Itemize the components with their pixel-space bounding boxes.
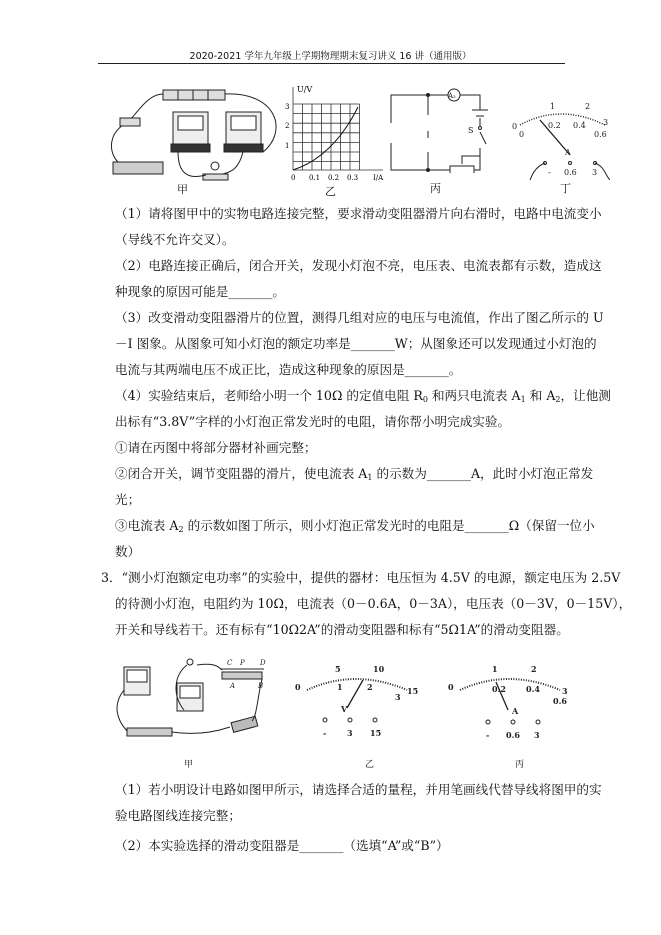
dial-bottom-tick: 0.6 xyxy=(594,130,607,139)
figure-voltmeter-dial xyxy=(295,660,420,745)
x-tick: 0.3 xyxy=(347,174,359,182)
rheostat-label-d: D xyxy=(260,659,266,667)
v-top-tick: 15 xyxy=(407,686,419,696)
rheostat-label-a: A xyxy=(230,682,236,690)
dial-zero: 0 xyxy=(512,122,518,131)
v-terminal: 15 xyxy=(370,728,382,738)
text-segment: （1）请将图甲中的实物电路连接完整，要求滑动变阻器滑片向右滑时，电路中电流变小 xyxy=(115,206,602,221)
x-tick: 0 xyxy=(291,174,296,182)
v-top-tick: 5 xyxy=(335,664,341,674)
text-segment: 光； xyxy=(115,492,141,507)
text-segment: （1）若小明设计电路如图甲所示，请选择合适的量程，并用笔画线代替导线将图甲的实 xyxy=(115,782,602,797)
subscript: 1 xyxy=(520,395,526,404)
text-segment: ②闭合开关，调节变阻器的滑片，使电流表 A xyxy=(115,466,368,481)
text-segment: 验电路图线连接完整； xyxy=(115,808,241,823)
text-segment: 的待测小灯泡，电阻约为 10Ω，电流表（0－0.6A，0－3A），电压表（0－3V，0－15V）， xyxy=(115,596,632,611)
text-segment: ①请在丙图中将部分器材补画完整； xyxy=(115,440,317,455)
text-segment: （2）电路连接正确后，闭合开关，发现小灯泡不亮，电压表、电流表都有示数，造成这 xyxy=(115,258,602,273)
text-line xyxy=(115,622,569,638)
text-segment: 的示数如图丁所示，则小灯泡正常发光时的电阻是_______Ω（保留一位小 xyxy=(183,518,595,533)
y-axis-label: U/V xyxy=(297,85,313,94)
text-line xyxy=(115,414,510,430)
y-tick: 2 xyxy=(285,122,290,130)
a-terminal: 0.6 xyxy=(506,730,520,740)
text-segment: （2）本实验选择的滑动变阻器是_______（选填“A”或“B”） xyxy=(115,838,449,853)
caption-ding: 丁 xyxy=(560,182,571,195)
dial-unit: A xyxy=(565,148,571,157)
dial-top-tick: 3 xyxy=(603,118,609,127)
v-zero: 0 xyxy=(295,682,301,692)
switch-label: S xyxy=(468,126,474,135)
text-line xyxy=(115,336,597,352)
text-line xyxy=(115,310,604,326)
text-segment: （4）实验结束后，老师给小明一个 10Ω 的定值电阻 R xyxy=(115,388,423,403)
rheostat-label-b: B xyxy=(258,682,264,690)
figure-ammeter-dial xyxy=(448,660,573,745)
header-divider xyxy=(98,63,565,64)
text-line xyxy=(115,596,631,612)
v-terminal: 3 xyxy=(347,728,353,738)
a-bottom-tick: 0.4 xyxy=(526,684,540,694)
figure-physical-circuit xyxy=(108,82,288,192)
v-unit: V xyxy=(341,704,348,714)
text-line xyxy=(115,838,449,854)
text-segment: ，让他测 xyxy=(560,388,611,403)
text-line xyxy=(115,258,602,274)
page-header: 2020-2021 学年九年级上学期物理期末复习讲义 16 讲（通用版） xyxy=(189,51,472,62)
v-terminal: - xyxy=(323,728,327,738)
v-bottom-tick: 1 xyxy=(337,682,343,692)
subscript: 2 xyxy=(555,395,561,404)
text-segment: 和两只电流表 A xyxy=(427,388,521,403)
terminal-label: - xyxy=(548,168,551,177)
text-segment: 3．“测小灯泡额定电功率”的实验中，提供的器材：电压恒为 4.5V 的电源，额定电压为 2.5V xyxy=(101,570,621,585)
y-tick: 1 xyxy=(285,142,290,150)
ammeter-a2-label: A₂ xyxy=(448,92,456,100)
subscript: 0 xyxy=(422,395,428,404)
dial-bottom-tick: 0.2 xyxy=(548,121,561,130)
dial-bottom-zero: 0 xyxy=(519,130,525,139)
a-unit: A xyxy=(512,706,519,716)
text-line xyxy=(115,388,611,408)
terminal-label: 0.6 xyxy=(564,168,577,177)
caption-jia-2: 甲 xyxy=(184,760,194,770)
text-line xyxy=(115,440,317,456)
text-line xyxy=(115,518,595,538)
subscript: 1 xyxy=(367,473,373,482)
x-tick: 0.1 xyxy=(309,174,321,182)
text-line xyxy=(115,544,140,560)
text-segment: （3）改变滑动变阻器滑片的位置，测得几组对应的电压与电流值，作出了图乙所示的 U xyxy=(115,310,604,325)
text-line xyxy=(115,284,285,300)
a-terminal: - xyxy=(486,730,490,740)
text-segment: 和 A xyxy=(525,388,556,403)
subscript: 2 xyxy=(178,525,184,534)
a-top-tick: 2 xyxy=(531,664,537,674)
text-segment: 开关和导线若干。还有标有“10Ω2A”的滑动变阻器和标有“5Ω1A”的滑动变阻器。 xyxy=(115,622,569,637)
a-top-tick: 1 xyxy=(492,664,498,674)
text-segment: 的示数为_______A，此时小灯泡正常发 xyxy=(372,466,594,481)
text-line xyxy=(115,492,140,508)
v-bottom-tick: 3 xyxy=(395,692,401,702)
figure-physical-circuit-2 xyxy=(112,655,272,745)
text-line xyxy=(115,362,461,378)
text-line xyxy=(101,570,620,586)
a-zero: 0 xyxy=(448,682,454,692)
x-axis-label: I/A xyxy=(373,174,384,182)
y-tick: 3 xyxy=(285,103,290,111)
caption-jia: 甲 xyxy=(177,183,188,196)
figure-ammeter-dial-ding xyxy=(510,95,610,180)
x-tick: 0.2 xyxy=(328,174,340,182)
figure-circuit-diagram xyxy=(388,88,500,173)
dial-bottom-tick: 0.4 xyxy=(573,121,586,130)
a-bottom-tick: 0.6 xyxy=(553,696,567,706)
caption-yi-2: 乙 xyxy=(365,760,375,770)
text-segment: ③电流表 A xyxy=(115,518,179,533)
terminal-label: 3 xyxy=(592,168,598,177)
a-top-tick: 3 xyxy=(562,686,568,696)
text-segment: 电流与其两端电压不成正比，造成这种现象的原因是_______。 xyxy=(115,362,462,377)
a-terminal: 3 xyxy=(534,730,540,740)
v-bottom-tick: 2 xyxy=(367,682,373,692)
rheostat-label-p: P xyxy=(240,659,245,667)
text-line xyxy=(115,808,241,824)
figure-ui-graph xyxy=(283,82,388,182)
caption-yi: 乙 xyxy=(325,185,336,198)
text-line xyxy=(115,782,602,798)
text-line xyxy=(115,206,602,222)
dial-top-tick: 2 xyxy=(585,102,591,111)
rheostat-label-c: C xyxy=(227,659,233,667)
caption-bing: 丙 xyxy=(430,182,441,195)
text-line xyxy=(115,232,235,248)
v-top-tick: 10 xyxy=(373,664,385,674)
caption-bing-2: 丙 xyxy=(515,760,525,770)
text-segment: －I 图象。从图象可知小灯泡的额定功率是_______W；从图象还可以发现通过小灯泡的 xyxy=(115,336,597,351)
text-segment: 数） xyxy=(115,544,141,559)
text-line xyxy=(115,466,593,486)
text-segment: 种现象的原因可能是_______。 xyxy=(115,284,286,299)
text-segment: （导线不允许交叉）。 xyxy=(115,232,235,247)
text-segment: 出标有“3.8V”字样的小灯泡正常发光时的电阻，请你帮小明完成实验。 xyxy=(115,414,511,429)
a-bottom-tick: 0.2 xyxy=(492,684,506,694)
dial-top-tick: 1 xyxy=(550,102,556,111)
